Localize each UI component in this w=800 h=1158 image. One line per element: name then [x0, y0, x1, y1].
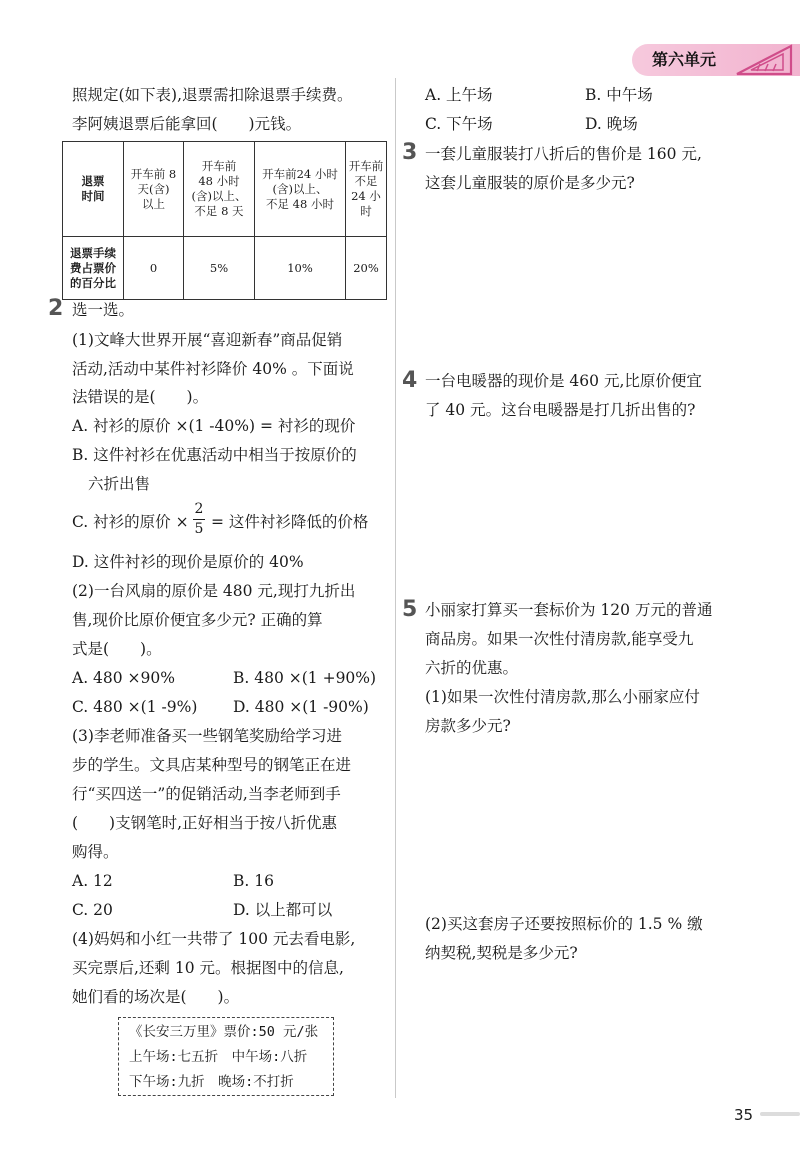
q2-3-option-c: C. 20 [72, 901, 113, 919]
q2-3-line3: 行“买四送一”的促销活动,当李老师到手 [72, 785, 341, 803]
fraction-numerator: 2 [194, 501, 204, 517]
q5-1-line1: (1)如果一次性付清房款,那么小丽家应付 [425, 688, 700, 706]
q2-title: 选一选。 [72, 301, 135, 319]
q2-4-option-c: C. 下午场 [425, 115, 493, 133]
q2-1-option-b-line2: 六折出售 [88, 475, 151, 493]
table-header-percent: 退票手续 费占票价 的百分比 [63, 237, 124, 300]
page-number-bar [760, 1112, 800, 1116]
ticket-price-line: 《长安三万里》票价:50 元/张 [129, 1024, 319, 1040]
q2-4-option-b: B. 中午场 [585, 86, 653, 104]
q5-2-line1: (2)买这套房子还要按照标价的 1.5 % 缴 [425, 915, 703, 933]
q2-1-line2: 活动,活动中某件衬衫降价 40% 。下面说 [72, 360, 354, 378]
q2-3-option-b: B. 16 [233, 872, 274, 890]
q2-2-line2: 售,现价比原价便宜多少元? 正确的算 [72, 611, 323, 629]
q2-2-line3: 式是( )。 [72, 640, 162, 658]
q2-3-option-a: A. 12 [72, 872, 113, 890]
q2-4-option-d: D. 晚场 [585, 115, 638, 133]
table-cell: 开车前 不足 24 小时 [346, 142, 387, 237]
ticket-price-box [118, 1017, 334, 1096]
page-number: 35 [734, 1106, 754, 1124]
table-cell: 开车前 48 小时 (含)以上、 不足 8 天 [184, 142, 255, 237]
table-header-time: 退票 时间 [63, 142, 124, 237]
q2-4-option-a: A. 上午场 [425, 86, 493, 104]
q2-1-option-d: D. 这件衬衫的现价是原价的 40% [72, 553, 304, 571]
unit-title: 第六单元 [652, 50, 717, 69]
q2-1-option-a: A. 衬衫的原价 ×(1 -40%) = 衬衫的现价 [72, 417, 356, 435]
q2-4-line2: 买完票后,还剩 10 元。根据图中的信息, [72, 959, 344, 977]
q2-1-option-b-line1: B. 这件衬衫在优惠活动中相当于按原价的 [72, 446, 357, 464]
fraction-denominator: 5 [194, 521, 204, 537]
q2-4-line1: (4)妈妈和小红一共带了 100 元去看电影, [72, 930, 356, 948]
table-cell: 开车前 8 天(含) 以上 [124, 142, 184, 237]
q2-3-line1: (3)李老师准备买一些钢笔奖励给学习进 [72, 727, 342, 745]
refund-fee-table [62, 141, 387, 300]
q2-2-option-a: A. 480 ×90% [72, 669, 175, 687]
q5-line2: 商品房。如果一次性付清房款,能享受九 [425, 630, 694, 648]
q2-1-option-c-prefix: C. 衬衫的原价 × [72, 513, 189, 531]
q2-1-option-c-suffix: = 这件衬衫降低的价格 [211, 513, 369, 531]
question-number-4: 4 [402, 368, 418, 393]
afternoon-evening-discount-line: 下午场:九折 晚场:不打折 [129, 1074, 294, 1090]
q5-line1: 小丽家打算买一套标价为 120 万元的普通 [425, 601, 713, 619]
q2-1-line1: (1)文峰大世界开展“喜迎新春”商品促销 [72, 331, 343, 349]
q2-4-line3: 她们看的场次是( )。 [72, 988, 240, 1006]
fraction-bar [193, 519, 205, 520]
q3-line2: 这套儿童服装的原价是多少元? [425, 174, 635, 192]
table-cell: 20% [346, 237, 387, 300]
q2-2-option-c: C. 480 ×(1 -9%) [72, 698, 198, 716]
question-number-2: 2 [48, 296, 64, 321]
table-cell: 5% [184, 237, 255, 300]
column-divider [395, 78, 396, 1098]
q4-line2: 了 40 元。这台电暖器是打几折出售的? [425, 401, 696, 419]
table-cell: 0 [124, 237, 184, 300]
q2-1-line3: 法错误的是( )。 [72, 388, 209, 406]
question-number-3: 3 [402, 140, 418, 165]
q1-text-line1: 照规定(如下表),退票需扣除退票手续费。 [72, 86, 353, 104]
q2-2-option-d: D. 480 ×(1 -90%) [233, 698, 369, 716]
table-cell: 开车前24 小时 (含)以上、 不足 48 小时 [255, 142, 346, 237]
q2-3-option-d: D. 以上都可以 [233, 901, 333, 919]
q4-line1: 一台电暖器的现价是 460 元,比原价便宜 [425, 372, 702, 390]
q5-line3: 六折的优惠。 [425, 659, 519, 677]
q5-2-line2: 纳契税,契税是多少元? [425, 944, 578, 962]
morning-noon-discount-line: 上午场:七五折 中午场:八折 [129, 1049, 308, 1065]
q2-3-line5: 购得。 [72, 843, 119, 861]
q2-2-line1: (2)一台风扇的原价是 480 元,现打九折出 [72, 582, 356, 600]
table-cell: 10% [255, 237, 346, 300]
q1-text-line2: 李阿姨退票后能拿回( )元钱。 [72, 115, 302, 133]
q3-line1: 一套儿童服装打八折后的售价是 160 元, [425, 145, 702, 163]
question-number-5: 5 [402, 597, 418, 622]
q5-1-line2: 房款多少元? [425, 717, 511, 735]
ruler-triangle-icon [733, 42, 797, 78]
q2-3-line4: ( )支钢笔时,正好相当于按八折优惠 [72, 814, 338, 832]
q2-2-option-b: B. 480 ×(1 +90%) [233, 669, 377, 687]
q2-3-line2: 步的学生。文具店某种型号的钢笔正在进 [72, 756, 352, 774]
